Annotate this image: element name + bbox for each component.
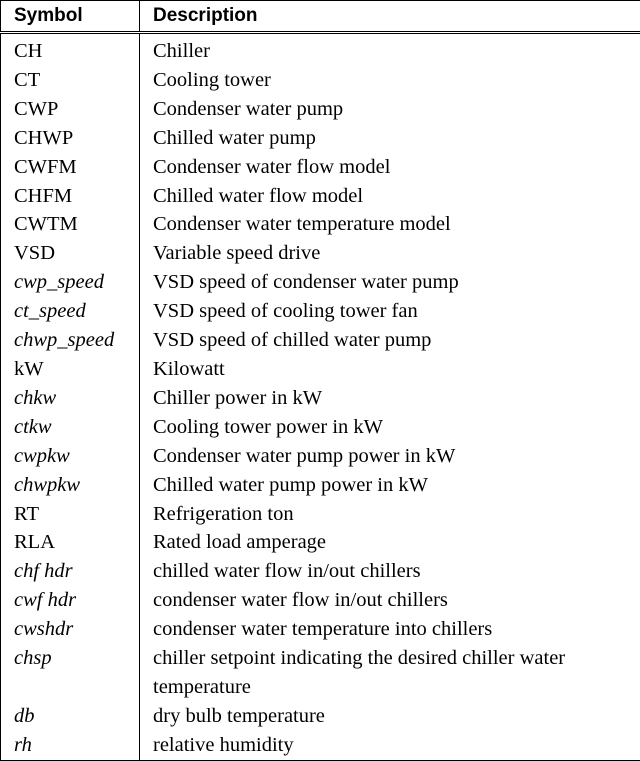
table-row <box>1 95 640 124</box>
symbol-cell: db <box>1 702 140 731</box>
symbol-cell: CHWP <box>1 124 140 153</box>
symbol-cell: cwshdr <box>1 615 140 644</box>
table-row <box>1 124 640 153</box>
description-cell: temperature <box>140 673 640 702</box>
symbol-cell: chkw <box>1 384 140 413</box>
table-row <box>1 182 640 211</box>
symbol-cell: RLA <box>1 528 140 557</box>
description-cell: Condenser water temperature model <box>140 210 640 239</box>
symbol-cell: chwpkw <box>1 471 140 500</box>
table-row <box>1 153 640 182</box>
table-row <box>1 702 640 731</box>
description-cell: VSD speed of cooling tower fan <box>140 297 640 326</box>
symbol-cell: cwp_speed <box>1 268 140 297</box>
table-row <box>1 442 640 471</box>
description-cell: condenser water temperature into chillers <box>140 615 640 644</box>
table-row <box>1 33 640 66</box>
symbol-cell: CWFM <box>1 153 140 182</box>
table-row <box>1 268 640 297</box>
table-header <box>1 1 640 33</box>
symbol-cell: kW <box>1 355 140 384</box>
symbol-cell: CHFM <box>1 182 140 211</box>
description-cell: Rated load amperage <box>140 528 640 557</box>
description-cell: VSD speed of chilled water pump <box>140 326 640 355</box>
table-row <box>1 326 640 355</box>
symbol-cell: chsp <box>1 644 140 673</box>
description-cell: chiller setpoint indicating the desired chiller water <box>140 644 640 673</box>
description-cell: Variable speed drive <box>140 239 640 268</box>
table-row <box>1 210 640 239</box>
header-symbol: Symbol <box>1 1 140 33</box>
description-cell: Condenser water pump power in kW <box>140 442 640 471</box>
table-row <box>1 528 640 557</box>
description-cell: Condenser water flow model <box>140 153 640 182</box>
description-cell: condenser water flow in/out chillers <box>140 586 640 615</box>
symbol-cell: CWTM <box>1 210 140 239</box>
description-cell: Chilled water flow model <box>140 182 640 211</box>
table-body <box>1 33 640 761</box>
table-row <box>1 586 640 615</box>
symbol-cell: CWP <box>1 95 140 124</box>
table-row <box>1 384 640 413</box>
symbol-cell: CT <box>1 66 140 95</box>
symbol-cell: cwf hdr <box>1 586 140 615</box>
description-cell: Kilowatt <box>140 355 640 384</box>
description-cell: dry bulb temperature <box>140 702 640 731</box>
description-cell: Chiller <box>140 33 640 66</box>
table-row <box>1 644 640 673</box>
description-cell: Cooling tower power in kW <box>140 413 640 442</box>
description-cell: VSD speed of condenser water pump <box>140 268 640 297</box>
table-row <box>1 413 640 442</box>
table-row <box>1 355 640 384</box>
description-cell: Refrigeration ton <box>140 500 640 529</box>
table-row <box>1 731 640 760</box>
description-cell: Chilled water pump <box>140 124 640 153</box>
symbol-cell: chwp_speed <box>1 326 140 355</box>
symbol-cell: cwpkw <box>1 442 140 471</box>
symbol-cell: VSD <box>1 239 140 268</box>
symbol-cell: ctkw <box>1 413 140 442</box>
symbol-cell: RT <box>1 500 140 529</box>
description-cell: Chilled water pump power in kW <box>140 471 640 500</box>
symbol-cell: CH <box>1 33 140 66</box>
table-row <box>1 500 640 529</box>
description-cell: Condenser water pump <box>140 95 640 124</box>
header-description: Description <box>140 1 640 33</box>
symbol-cell: ct_speed <box>1 297 140 326</box>
table-row <box>1 673 640 702</box>
description-cell: chilled water flow in/out chillers <box>140 557 640 586</box>
symbol-cell: chf hdr <box>1 557 140 586</box>
table-row <box>1 471 640 500</box>
table-row <box>1 297 640 326</box>
table-row <box>1 239 640 268</box>
header-row <box>1 1 640 33</box>
description-cell: Chiller power in kW <box>140 384 640 413</box>
symbol-cell: rh <box>1 731 140 760</box>
table-row <box>1 557 640 586</box>
description-cell: Cooling tower <box>140 66 640 95</box>
table-row <box>1 66 640 95</box>
symbol-cell <box>1 673 140 702</box>
description-cell: relative humidity <box>140 731 640 760</box>
table-row <box>1 615 640 644</box>
